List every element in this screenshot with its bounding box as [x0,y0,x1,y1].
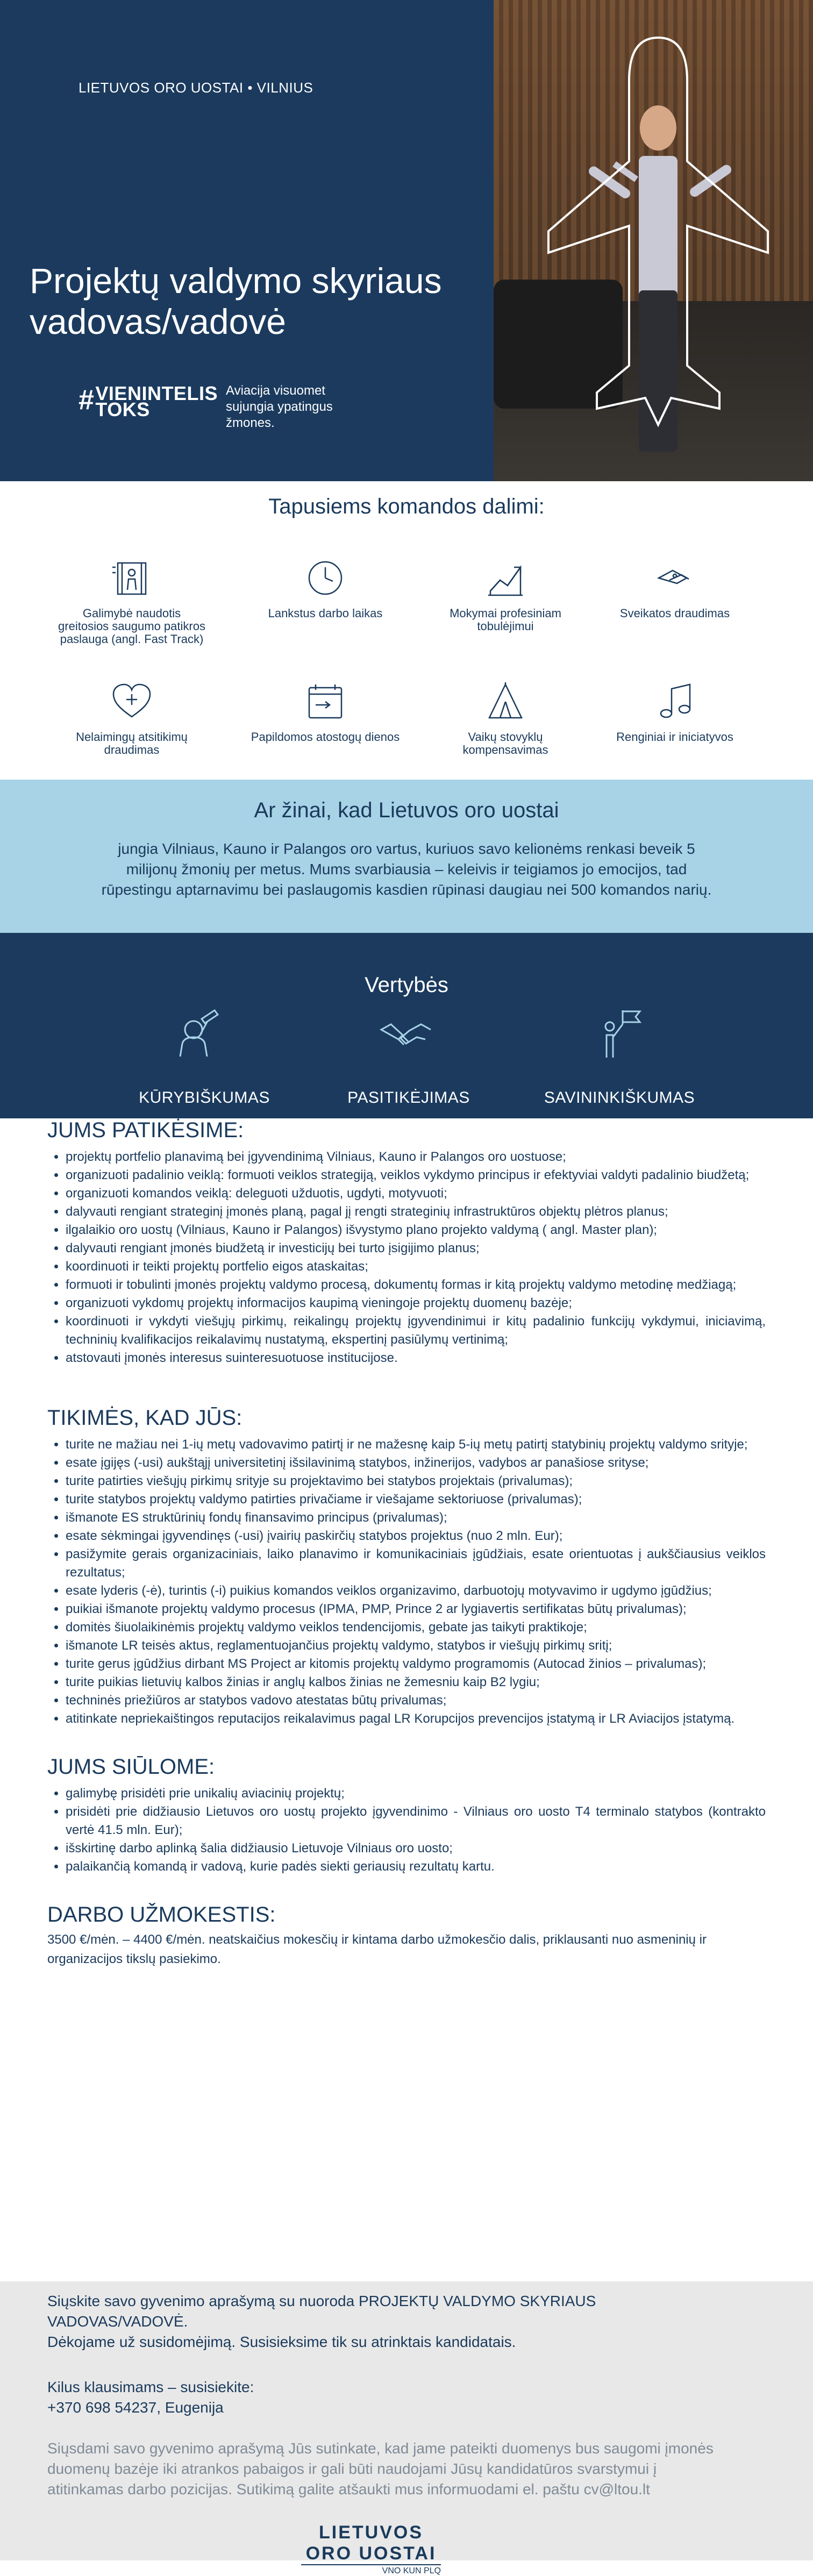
benefit-health: Sveikatos draudimas [600,556,750,620]
salary-text: 3500 €/mėn. – 4400 €/mėn. neatskaičius mokesčių ir kintama darbo užmokesčio dalis, priklausanti nuo asmeninių ir organizacijos tikslų pasiekimo. [47,1932,707,1966]
tent-icon [484,680,527,723]
list-item: • organizuoti padalinio veiklą: formuoti veiklos strategiją, veiklos vykdymo principus ir efektyviai valdyti padalinio biudžetą; [66,1166,766,1184]
hero-banner [0,0,813,481]
benefit-training: Mokymai profesiniam tobulėjimui [430,556,581,633]
list-item: • turite puikias lietuvių kalbos žinias ir anglų kalbos žinias ne žemesniu kaip B2 lygiu; [66,1673,766,1692]
list-item: • koordinuoti ir vykdyti viešųjų pirkimų, reikalingų projektų įgyvendinimui ir kitų padalinio funkcijų vykdymui, iniciavimą, techninių kvalifikacijos reikalavimų nustatymą, ekspertinį pasiūlymų vertinimą; [66,1312,766,1349]
list-item: • ilgalaikio oro uostų (Vilniaus, Kauno ir Palangos) išvystymo plano projekto valdymą ( angl. Master plan); [66,1221,766,1239]
list-item: • prisidėti prie didžiausio Lietuvos oro uostų projekto įgyvendinimo - Vilniaus oro uosto T4 terminalo statybos (kontrakto vertė 41.5 mln. Eur); [66,1803,766,1839]
contact-phone: +370 698 54237, Eugenija [47,2399,224,2416]
apply-text: Siųskite savo gyvenimo aprašymą su nuoroda PROJEKTŲ VALDYMO SKYRIAUS VADOVAS/VADOVĖ. [47,2293,596,2330]
list-item: • turite statybos projektų valdymo patirties privačiame ir viešajame sektoriuose (privalumas); [66,1490,766,1509]
contact-label: Kilus klausimams – susisiekite: [47,2379,254,2395]
list-item: • turite ne mažiau nei 1-ių metų vadovavimo patirtį ir ne mažesnę kaip 5-ių metų patirtį statybinių projektų valdymo srityje; [66,1436,766,1454]
flag-person-icon [591,1008,645,1062]
list-item: • esate lyderis (-ė), turintis (-i) puikius komandos veiklos organizavimo, darbuotojų motyvavimo ir ugdymo įgūdžius; [66,1582,766,1600]
list-item: • koordinuoti ir teikti projektų portfelio eigos ataskaitas; [66,1258,766,1276]
privacy-text: Siųsdami savo gyvenimo aprašymą Jūs sutinkate, kad jame pateikti duomenys bus saugomi įmonės duomenų bazėje iki atrankos pabaigos ir gali būti naudojami Jūsų kandidatūros svarstymui į atitinkamas darbo pozicijas. Sutikimą galite atšaukti mus informuodami el. paštu cv@ltou.lt [47,2440,714,2497]
health-insurance-icon [653,556,696,600]
growth-chart-icon [484,556,527,600]
list-item: • esate sėkmingai įgyvendinęs (-usi) įvairių paskirčių statybos projektus (nuo 2 mln. Eur); [66,1527,766,1545]
values-title: Vertybės [365,973,448,997]
heart-plus-icon [110,680,153,723]
benefit-camps: Vaikų stovyklų kompensavimas [430,680,581,757]
list-item: • organizuoti komandos veiklą: deleguoti užduotis, ugdyti, motyvuoti; [66,1184,766,1203]
list-item: • puikiai išmanote projektų valdymo procesus (IPMA, PMP, Prince 2 ar lygiavertis sertifikatas būtų privalumas); [66,1600,766,1618]
calendar-icon [304,680,347,723]
job-content [0,1118,813,1969]
values-section [0,933,813,1118]
list-item: • atstovauti įmonės interesus suinteresuotuose institucijose. [66,1349,766,1367]
list-item: • domitės šiuolaikinėmis projektų valdymo veiklos tendencijomis, gebate jas taikyti praktikoje; [66,1618,766,1637]
job-title: Projektų valdymo skyriaus vadovas/vadovė [30,261,442,342]
list-item: • galimybę prisidėti prie unikalių aviacinių projektų; [66,1785,766,1803]
benefit-flexible-hours: Lankstus darbo laikas [250,556,401,620]
duties-title: JUMS PATIKĖSIME: [47,1118,244,1142]
list-item: • esate įgijęs (-usi) aukštąjį universitetinį išsilavinimą statybos, inžinerijos, vadybos ar panašiose srityse; [66,1454,766,1472]
music-note-icon [653,680,696,723]
team-title: Tapusiems komandos dalimi: [268,495,545,518]
list-item: • turite gerus įgūdžius dirbant MS Project ar kitomis projektų valdymo programomis (Autocad žinios – privalumas); [66,1655,766,1673]
list-item: • projektų portfelio planavimą bei įgyvendinimą Vilniaus, Kauno ir Palangos oro uostuose; [66,1148,766,1166]
list-item: • išskirtinę darbo aplinką šalia didžiausio Lietuvoje Vilniaus oro uosto; [66,1839,766,1858]
benefit-events: Renginiai ir iniciatyvos [600,680,750,744]
offer-list [47,1785,766,1876]
list-item: • techninės priežiūros ar statybos vadovo atestatas būtų privalumas; [66,1692,766,1710]
benefit-vacation: Papildomos atostogų dienos [250,680,401,744]
thanks-text: Dėkojame už susidomėjimą. Susisieksime tik su atrinktais kandidatais. [47,2334,516,2350]
offer-title: JUMS SIŪLOME: [47,1755,215,1779]
salary-title: DARBO UŽMOKESTIS: [47,1903,276,1926]
requirements-list [47,1436,766,1728]
team-section [0,481,813,780]
list-item: • dalyvauti rengiant strateginį įmonės planą, pagal jį rengti strateginių infrastruktūros objektų plėtros planus; [66,1203,766,1221]
handshake-icon [379,1008,433,1062]
info-section [0,780,813,933]
list-item: • išmanote LR teisės aktus, reglamentuojančius projektų valdymo, statybos ir viešųjų pirkimų sritį; [66,1637,766,1655]
list-item: • formuoti ir tobulinti įmonės projektų valdymo procesą, dokumentų formas ir kitą projektų valdymo metodinę medžiagą; [66,1276,766,1294]
info-title: Ar žinai, kad Lietuvos oro uostai [254,798,559,822]
benefit-fast-track: Galimybė naudotis greitosios saugumo patikros paslauga (angl. Fast Track) [56,556,207,646]
footer [0,2281,813,2575]
brand-hashtag: #VIENINTELIS TOKS [79,382,218,420]
list-item: • pasižymite gerais organizaciniais, laiko planavimo ir komunikaciniais įgūdžiais, esate orientuotas į aukščiausius veiklos rezultatus; [66,1545,766,1582]
benefit-accident: Nelaimingų atsitikimų draudimas [56,680,207,757]
value-ownership: SAVININKIŠKUMAS [544,1089,695,1107]
value-creativity: KŪRYBIŠKUMAS [139,1089,270,1107]
list-item: • dalyvauti rengiant įmonės biudžetą ir investicijų bei turto įsigijimo planus; [66,1239,766,1258]
list-item: • turite patirties viešųjų pirkimų srityje su projektavimo bei statybos projektais (privalumas); [66,1472,766,1490]
requirements-title: TIKIMĖS, KAD JŪS: [47,1406,243,1430]
list-item: • palaikančią komandą ir vadovą, kurie padės siekti geriausių rezultatų kartu. [66,1858,766,1876]
company-logo: LIETUVOS ORO UOSTAI VNO KUN PLQ [301,2522,441,2560]
creativity-icon [169,1008,223,1062]
value-trust: PASITIKĖJIMAS [347,1089,470,1107]
info-text: jungia Vilniaus, Kauno ir Palangos oro vartus, kuriuos savo kelionėms renkasi beveik 5 milijonų žmonių per metus. Mums svarbiausia – keleivis ir teigiamos jo emocijos, tad rūpestingu aptarnavimu bei paslaugomis kasdien rūpinasi daugiau nei 500 komandos narių. [101,840,712,898]
list-item: • atitinkate nepriekaištingos reputacijos reikalavimus pagal LR Korupcijos prevencijos įstatymą ir LR Aviacijos įstatymą. [66,1710,766,1728]
airplane-outline-icon [494,0,813,481]
hero-org: LIETUVOS ORO UOSTAI • VILNIUS [79,80,313,96]
duties-list [47,1148,766,1367]
clock-icon [304,556,347,600]
list-item: • organizuoti vykdomų projektų informacijos kaupimą vieningoje projektų duomenų bazėje; [66,1294,766,1312]
fast-track-icon [110,556,153,600]
hero-photo [494,0,813,481]
hero-tagline: Aviacija visuomet sujungia ypatingus žmones. [226,383,333,430]
list-item: • išmanote ES struktūrinių fondų finansavimo principus (privalumas); [66,1509,766,1527]
